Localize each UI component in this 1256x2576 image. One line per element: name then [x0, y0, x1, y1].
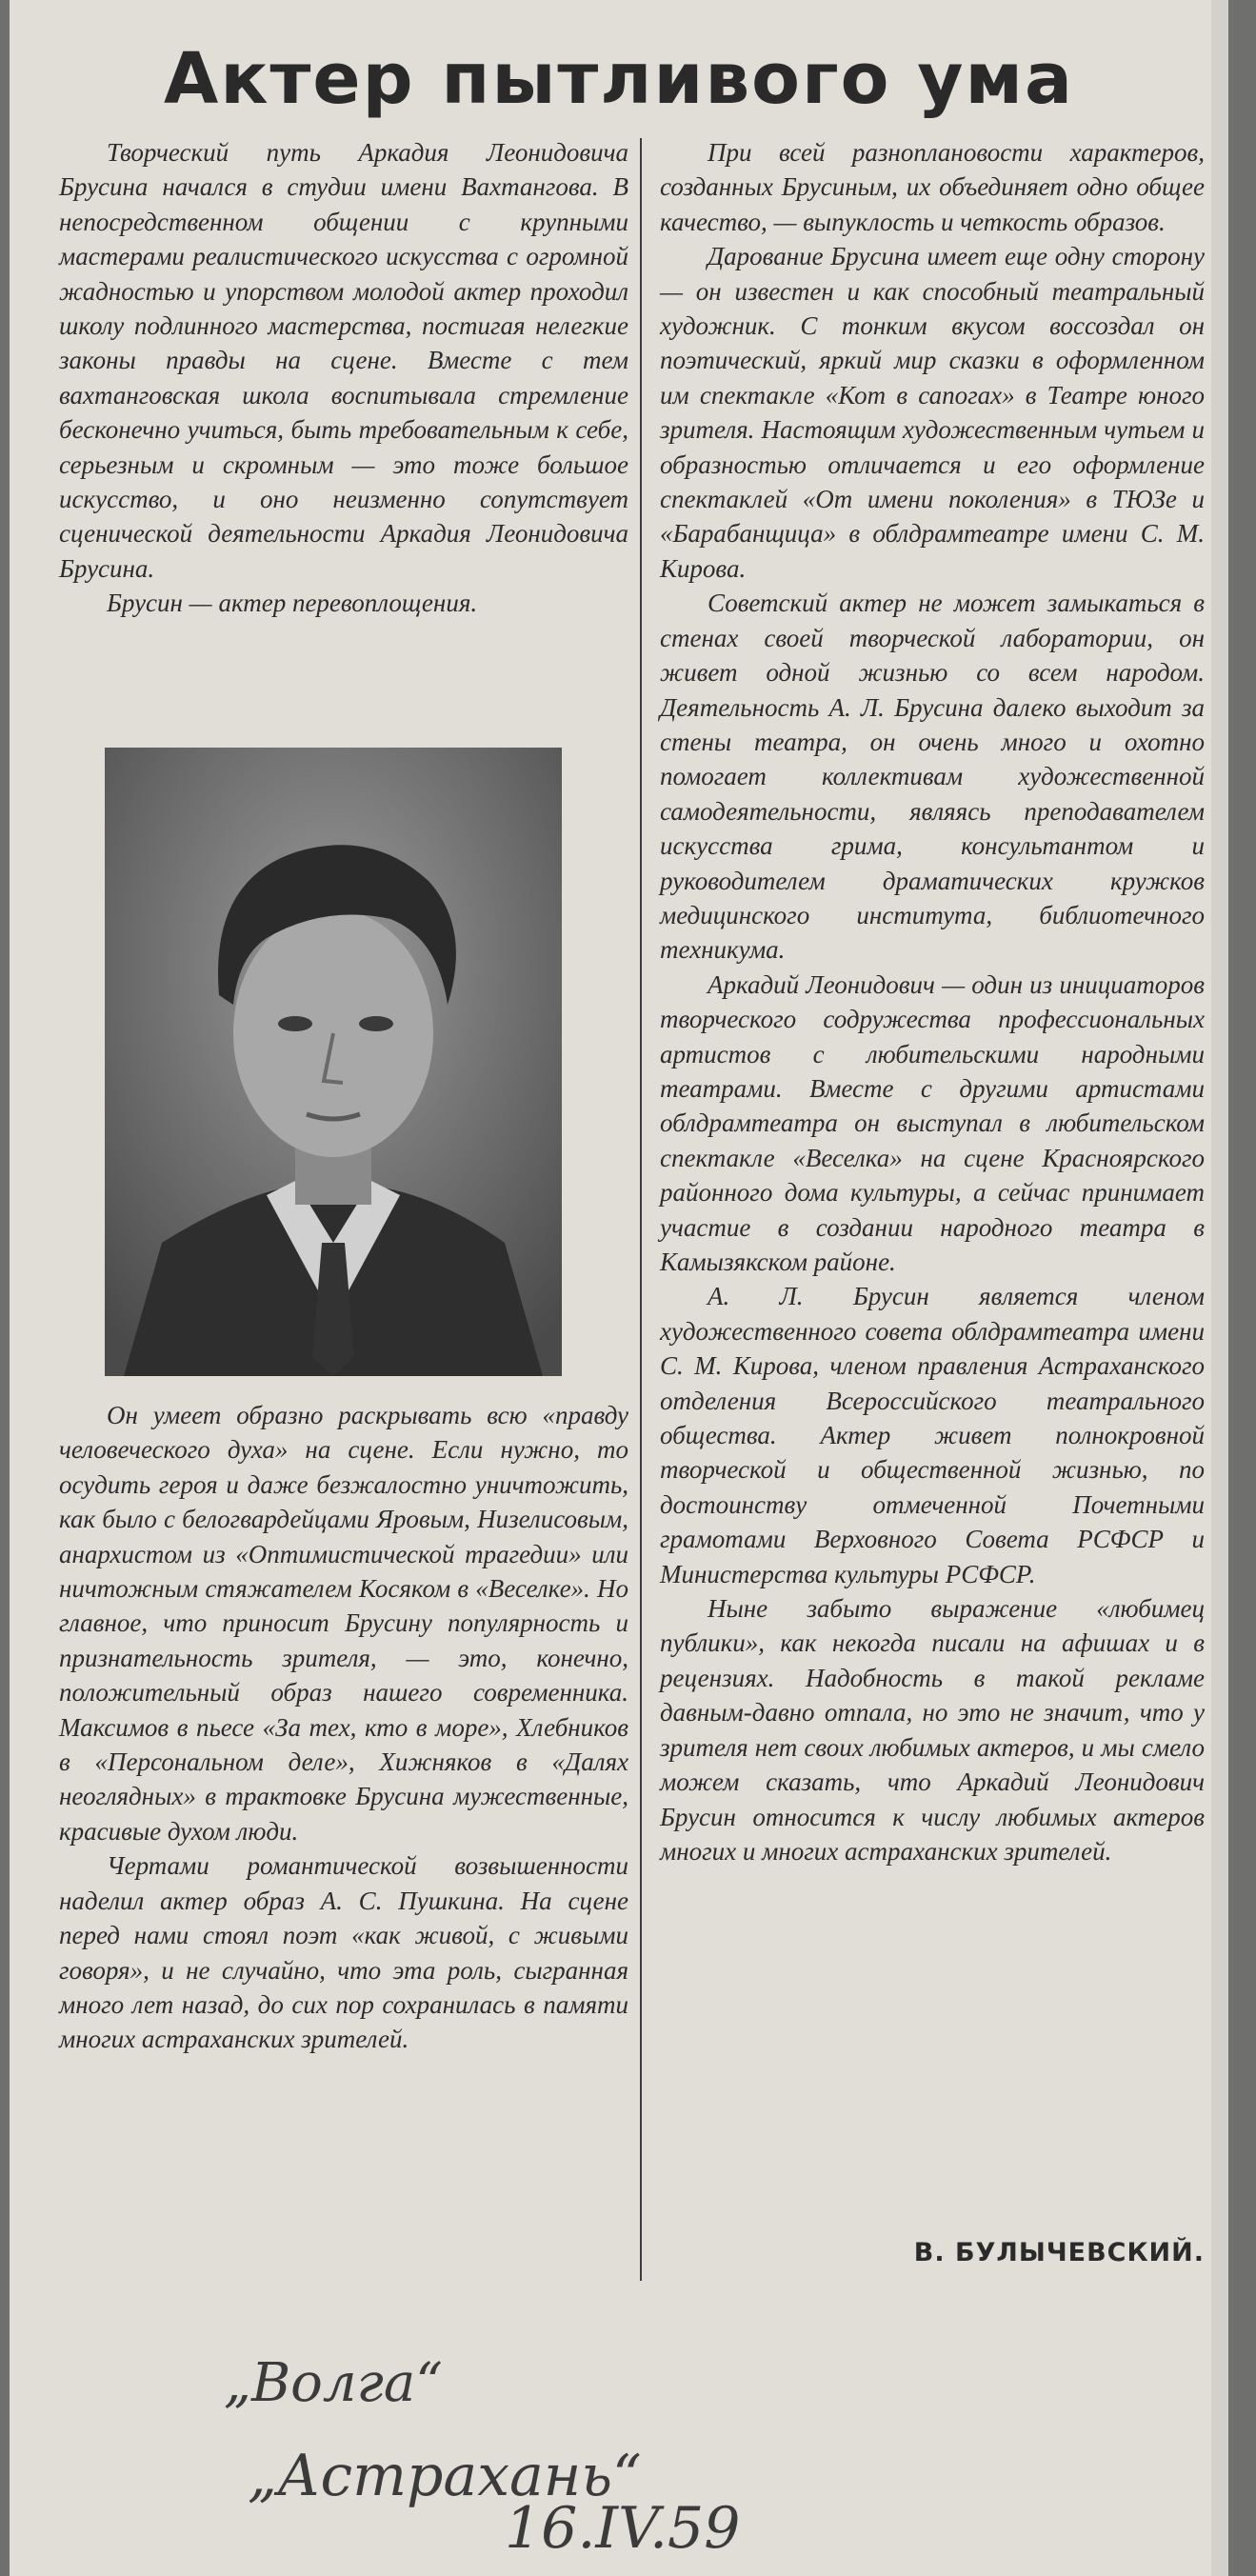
paragraph: Советский актер не может замыкаться в стенах своей творческой лаборатории, он живет одной жизнью со всем народом. Деятельность А. Л. Брусина далеко выходит за стены театра, он очень много и охотно помогает коллективам художественной самодеятельности, являясь преподавателем искусства грима, консультантом и руководителем драматических кружков медицинского института, библиотечного техникума.: [660, 589, 1205, 965]
article-column-right: [660, 135, 1205, 1868]
handwritten-source-name: „Волга“: [224, 2352, 443, 2414]
handwritten-source-city: „Астрахань“: [248, 2443, 642, 2509]
handwritten-date: 16.IV.59: [505, 2495, 741, 2562]
paragraph: Ныне забыто выражение «любимец публики», как некогда писали на афишах и в рецензиях. Надобность в такой рекламе давным-давно отпала, но это не значит, что у зрителя нет своих любимых актеров, и мы смело можем сказать, что Аркадий Леонидович Брусин относится к числу любимых актеров многих и многих астраханских зрителей.: [660, 1594, 1205, 1866]
article-column-left-top: [59, 135, 628, 621]
article-title: Актер пытливого ума: [164, 38, 1074, 120]
actor-portrait-photo: [105, 748, 562, 1376]
paragraph: При всей разноплановости характеров, созданных Брусиным, их объединяет одно общее качество, — выпуклость и четкость образов.: [660, 138, 1205, 236]
paragraph: Творческий путь Аркадия Леонидовича Брусина начался в студии имени Вахтангова. В непосредственном общении с крупными мастерами реалистического искусства с огромной жадностью и упорством молодой актер проходил школу подлинного мастерства, постигая нелегкие законы правды на сцене. Вместе с тем вахтанговская школа воспитывала стремление бесконечно учиться, быть требовательным к себе, серьезным и скромным — это тоже большое искусство, и оно неизменно сопутствует сценической деятельности Аркадия Леонидовича Брусина.: [59, 138, 628, 583]
paragraph: Он умеет образно раскрывать всю «правду человеческого духа» на сцене. Если нужно, то осудить героя и даже безжалостно уничтожить, как было с белогвардейцами Яровым, Низелисовым, анархистом из «Оптимистической трагедии» или ничтожным стяжателем Косяком в «Веселке». Но главное, что приносит Брусину популярность и признательность зрителя, — это, конечно, положительный образ нашего современника. Максимов в пьесе «За тех, кто в море», Хлебников в «Персональном деле», Хижняков в «Далях неоглядных» в трактовке Брусина мужественные, красивые духом люди.: [59, 1401, 628, 1846]
column-divider: [640, 138, 642, 2281]
newspaper-clipping: [10, 0, 1228, 2576]
paragraph: А. Л. Брусин является членом художественного совета облдрамтеатра имени С. М. Кирова, членом правления Астраханского отделения Всероссийского театрального общества. Актер живет полнокровной творческой и общественной жизнью, по достоинству отмеченной Почетными грамотами Верховного Совета РСФСР и Министерства культуры РСФСР.: [660, 1282, 1205, 1588]
paragraph: Чертами романтической возвышенности наделил актер образ А. С. Пушкина. На сцене перед нами стоял поэт «как живой, с живыми говоря», и не случайно, что эта роль, сыгранная много лет назад, до сих пор сохранилась в памяти многих астраханских зрителей.: [59, 1851, 628, 2054]
paragraph: Дарование Брусина имеет еще одну сторону — он известен и как способный театральный художник. С тонким вкусом воссоздал он поэтический, яркий мир сказки в оформленном им спектакле «Кот в сапогах» в Театре юного зрителя. Настоящим художественным чутьем и образностью отличается и его оформление спектаклей «От имени поколения» в ТЮЗе и «Барабанщица» в облдрамтеатре имени С. М. Кирова.: [660, 242, 1205, 583]
author-signature: В. БУЛЫЧЕВСКИЙ.: [913, 2238, 1205, 2267]
paragraph: Аркадий Леонидович — один из инициаторов творческого содружества профессиональных артистов с любительскими народными театрами. Вместе с другими артистами облдрамтеатра он выступал в любительском спектакле «Веселка» на сцене Красноярского районного дома культуры, а сейчас принимает участие в создании народного театра в Камызякском районе.: [660, 969, 1205, 1276]
article-column-left-bottom: [59, 1398, 628, 2057]
paragraph: Брусин — актер перевоплощения.: [107, 589, 478, 618]
